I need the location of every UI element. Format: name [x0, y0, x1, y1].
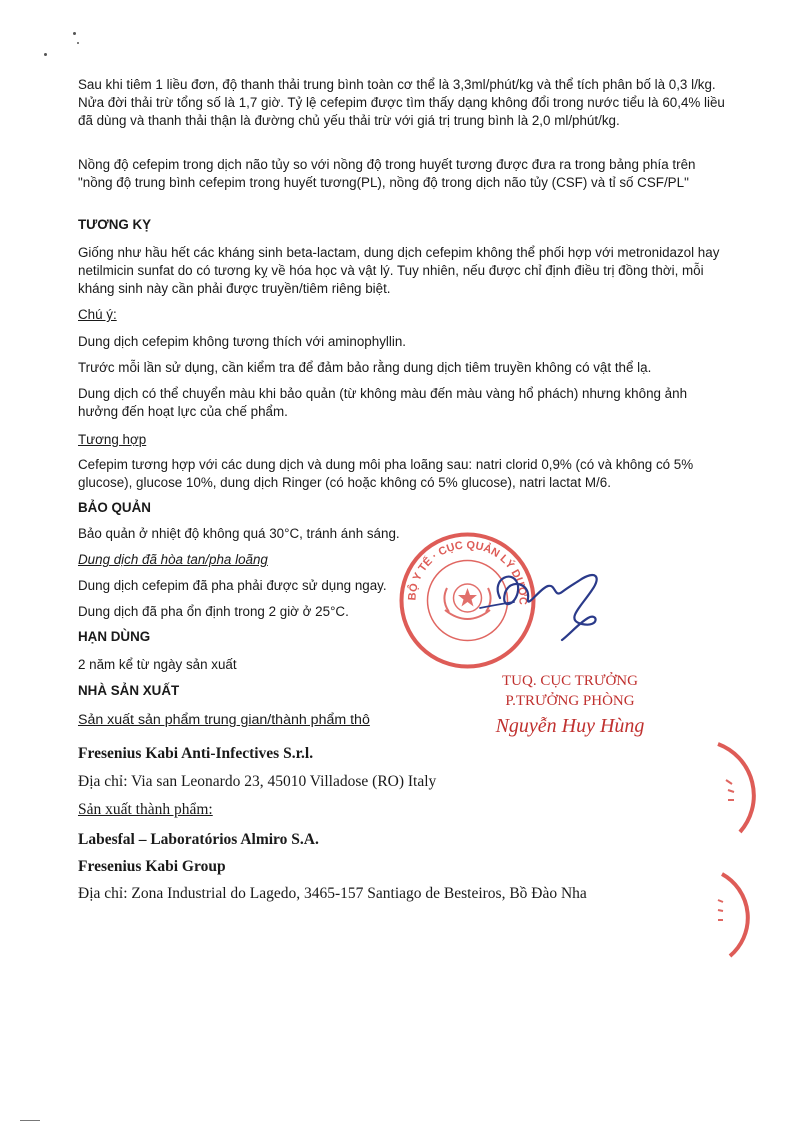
manufacturer-sub-1: Sản xuất sản phẩm trung gian/thành phẩm thô — [78, 712, 370, 728]
partial-stamp-right-1 — [700, 740, 760, 840]
storage-text: Bảo quản ở nhiệt độ không quá 30°C, tránh ánh sáng. — [78, 526, 400, 541]
paragraph-clearance: Sau khi tiêm 1 liều đơn, độ thanh thải trung bình toàn cơ thể là 3,3ml/phút/kg và thể tích phân bố là 0,3 l/kg. Nửa đời thải trừ tổng số là 1,7 giờ. Tỷ lệ cefepim được tìm thấy dạng không đổi trong nước tiểu là 60,4% liều đã dùng và thanh thải thận là đường chủ yếu thải trừ với giá trị trung bình là 2,0 ml/phút/kg. — [78, 77, 725, 128]
storage-line-1: Dung dịch cefepim đã pha phải được sử dụng ngay. — [78, 578, 387, 593]
shelf-life-text: 2 năm kể từ ngày sản xuất — [78, 657, 237, 672]
company-1: Fresenius Kabi Anti-Infectives S.r.l. — [78, 745, 314, 762]
address-2: Địa chỉ: Zona Industrial do Lagedo, 3465-157 Santiago de Besteiros, Bồ Đào Nha — [78, 885, 587, 902]
signature-title-1: TUQ. CỤC TRƯỞNG — [502, 673, 638, 689]
heading-nha-san-xuat: NHÀ SẢN XUẤT — [78, 683, 180, 698]
note-foreign-matter: Trước mỗi lần sử dụng, cần kiểm tra để đảm bảo rằng dung dịch tiêm truyền không có vật thể lạ. — [78, 360, 652, 375]
company-3: Fresenius Kabi Group — [78, 858, 226, 875]
note-color-change: Dung dịch có thể chuyển màu khi bảo quản (từ không màu đến màu vàng hổ phách) nhưng không ảnh hưởng đến hoạt lực của chế phẩm. — [78, 386, 688, 419]
paragraph-tuong-ky: Giống như hầu hết các kháng sinh beta-lactam, dung dịch cefepim không thể phối hợp với metronidazol hay netilmicin sunfat do có tương kỵ về hóa học và vật lý. Tuy nhiên, nếu được chỉ định điều trị đồng thời, mỗi kháng sinh này cần phải được truyền/tiêm riêng biệt. — [78, 245, 720, 296]
heading-han-dung: HẠN DÙNG — [78, 629, 151, 644]
note-label: Chú ý: — [78, 307, 117, 322]
stamp-text: BỘ Y TẾ · CỤC QUẢN LÝ DƯỢC — [406, 539, 529, 605]
company-2: Labesfal – Laboratórios Almiro S.A. — [78, 831, 319, 848]
scan-speck — [77, 42, 79, 44]
storage-line-2: Dung dịch đã pha ổn định trong 2 giờ ở 25°C. — [78, 604, 349, 619]
address-1: Địa chỉ: Via san Leonardo 23, 45010 Villadose (RO) Italy — [78, 773, 437, 790]
note-aminophyllin: Dung dịch cefepim không tương thích với aminophyllin. — [78, 334, 406, 349]
page-edge-line — [20, 1120, 40, 1121]
paragraph-csf: Nồng độ cefepim trong dịch não tủy so với nồng độ trong huyết tương được đưa ra trong bảng phía trên "nồng độ trung bình cefepim trong huyết tương(PL), nồng độ trong dịch não tủy (CSF) và tỉ số CSF/PL" — [78, 157, 696, 190]
signature-scribble — [470, 558, 620, 648]
scan-speck — [73, 32, 76, 35]
manufacturer-sub-2: Sản xuất thành phẩm: — [78, 801, 213, 818]
storage-sub-label: Dung dịch đã hòa tan/pha loãng — [78, 552, 268, 567]
scan-speck — [44, 53, 47, 56]
signature-title-2: P.TRƯỞNG PHÒNG — [505, 693, 635, 709]
heading-tuong-ky: TƯƠNG KỴ — [78, 217, 152, 232]
partial-stamp-right-2 — [700, 870, 760, 960]
paragraph-compat: Cefepim tương hợp với các dung dịch và dung môi pha loãng sau: natri clorid 0,9% (có và không có 5% glucose), glucose 10%, dung dịch Ringer (có hoặc không có 5% glucose), natri lactat M/6. — [78, 457, 694, 490]
signature-name: Nguyễn Huy Hùng — [495, 715, 645, 737]
heading-bao-quan: BẢO QUẢN — [78, 500, 151, 515]
compat-label: Tương hợp — [78, 432, 147, 447]
